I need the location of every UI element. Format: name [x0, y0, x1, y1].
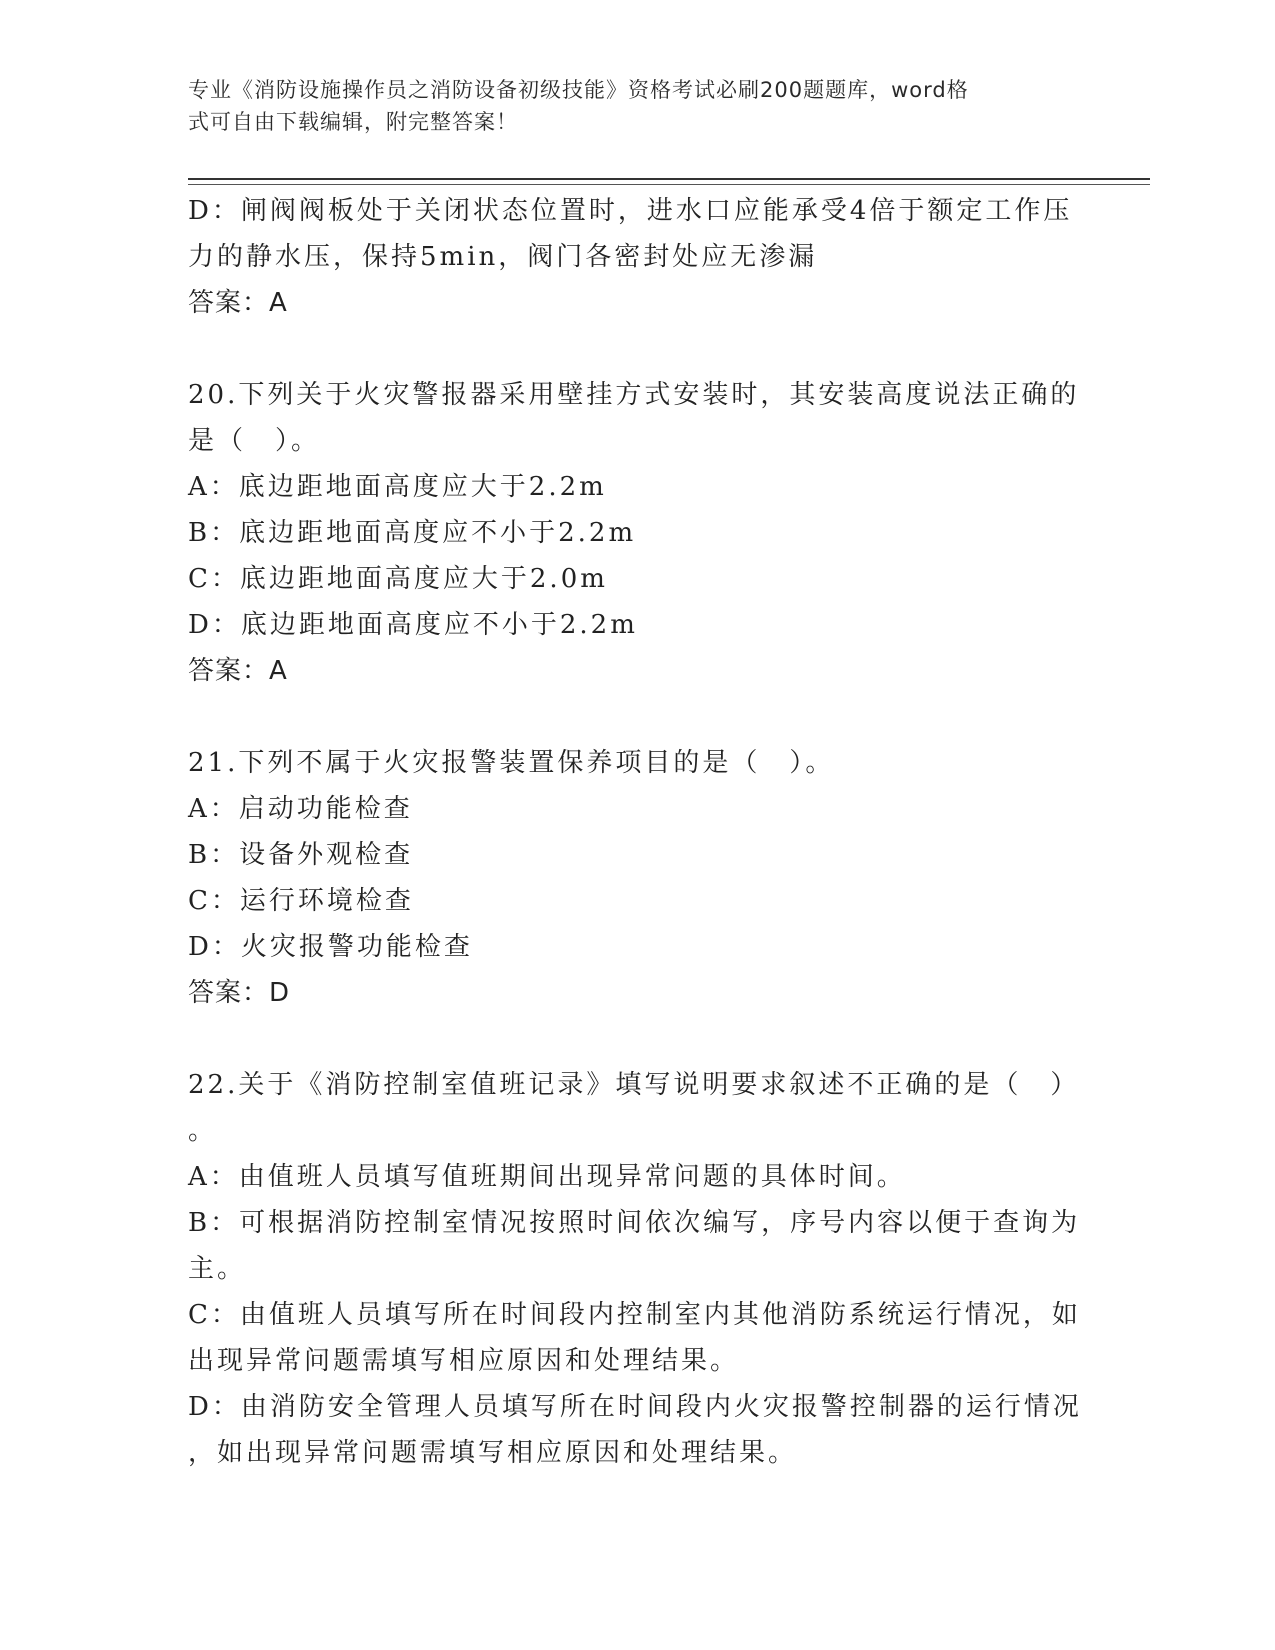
question-content [188, 188, 1088, 1476]
q19-option-d-line-2: 力的静水压，保持5min，阀门各密封处应无渗漏 [188, 242, 818, 272]
q19-option-d-line-1: D：闸阀阀板处于关闭状态位置时，进水口应能承受4倍于额定工作压 [188, 196, 1073, 226]
header-line-2: 式可自由下载编辑，附完整答案！ [188, 110, 518, 134]
question-20 [188, 372, 1088, 694]
q22-option-b-line-2: 主。 [188, 1254, 247, 1284]
q21-option-b: B：设备外观检查 [188, 840, 414, 870]
q20-option-c: C：底边距地面高度应大于2.0m [188, 564, 608, 594]
q22-option-b-line-1: B：可根据消防控制室情况按照时间依次编写，序号内容以便于查询为 [188, 1208, 1081, 1238]
q22-option-d-line-1: D：由消防安全管理人员填写所在时间段内火灾报警控制器的运行情况 [188, 1392, 1082, 1422]
q20-answer: 答案：A [188, 656, 288, 686]
question-22 [188, 1062, 1088, 1476]
question-21 [188, 740, 1088, 1016]
q21-option-a: A：启动功能检查 [188, 794, 413, 824]
q22-option-c-line-1: C：由值班人员填写所在时间段内控制室内其他消防系统运行情况，如 [188, 1300, 1081, 1330]
q22-stem-line-2: 。 [188, 1116, 218, 1146]
header-line-1: 专业《消防设施操作员之消防设备初级技能》资格考试必刷200题题库，word格 [188, 78, 969, 102]
q20-stem-line-2: 是（ ）。 [188, 426, 321, 456]
header-divider-thick [188, 178, 1150, 180]
q20-option-b: B：底边距地面高度应不小于2.2m [188, 518, 637, 548]
q22-option-c-line-2: 出现异常问题需填写相应原因和处理结果。 [188, 1346, 740, 1376]
q21-answer: 答案：D [188, 978, 291, 1008]
q22-stem-line-1: 22.关于《消防控制室值班记录》填写说明要求叙述不正确的是（ ） [188, 1070, 1080, 1100]
header-divider-thin [188, 184, 1150, 185]
q20-option-d: D：底边距地面高度应不小于2.2m [188, 610, 638, 640]
q22-option-a: A：由值班人员填写值班期间出现异常问题的具体时间。 [188, 1162, 906, 1192]
q21-stem: 21.下列不属于火灾报警装置保养项目的是（ ）。 [188, 748, 835, 778]
document-header [188, 74, 1068, 138]
q21-option-c: C：运行环境检查 [188, 886, 414, 916]
q22-option-d-line-2: ，如出现异常问题需填写相应原因和处理结果。 [188, 1438, 798, 1468]
q20-stem-line-1: 20.下列关于火灾警报器采用壁挂方式安装时，其安装高度说法正确的 [188, 380, 1080, 410]
q20-option-a: A：底边距地面高度应大于2.2m [188, 472, 607, 502]
question-19-tail [188, 188, 1088, 326]
q19-answer: 答案：A [188, 288, 288, 318]
q21-option-d: D：火灾报警功能检查 [188, 932, 473, 962]
